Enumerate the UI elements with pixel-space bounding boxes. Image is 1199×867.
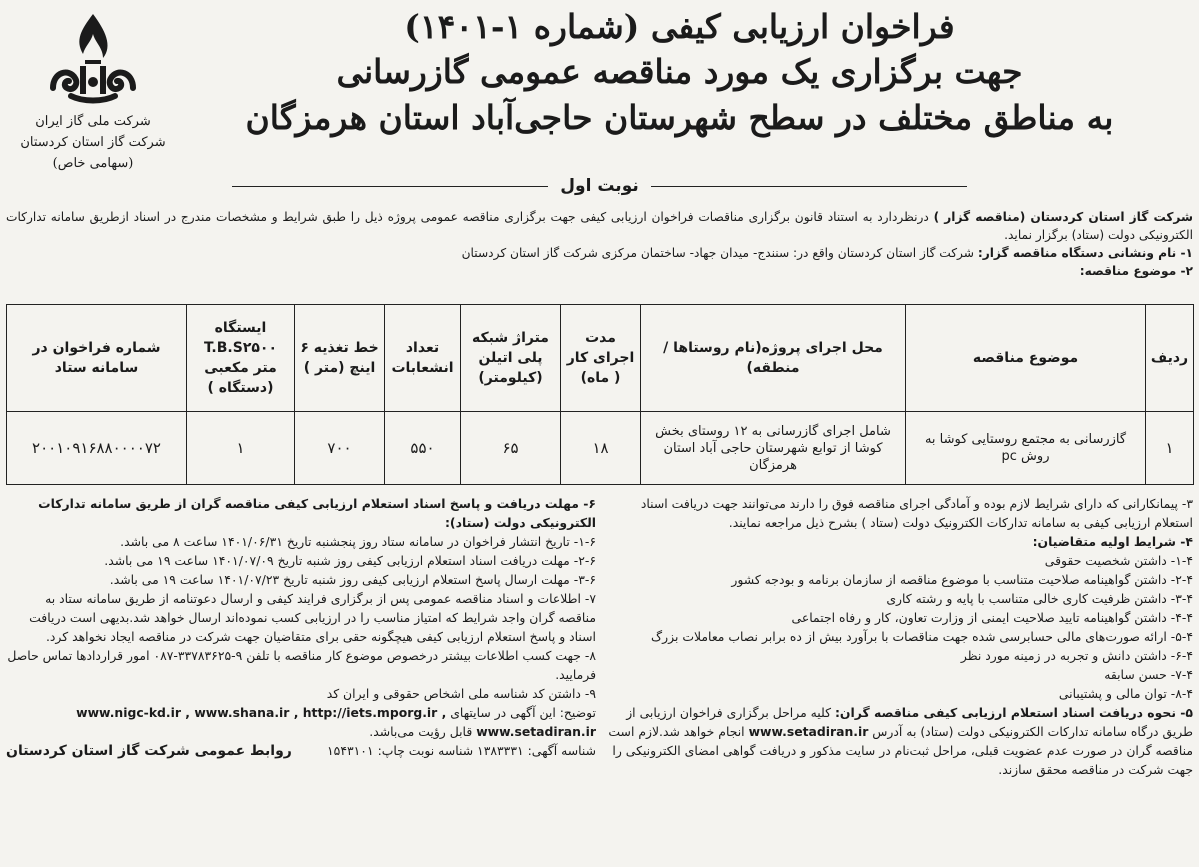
- section-5-text-1: کلیه مراحل برگزاری فراخوان ارزیابی از طریق درگاه سامانه تدارکات الکترونیکی دولت (ستاد) به آدرس: [626, 705, 1193, 739]
- section-9: ۹- داشتن کد شناسه ملی اشخاص حقوقی و ایران کد: [326, 686, 596, 701]
- section-4-item: ۷-۴- حسن سابقه: [1104, 667, 1193, 682]
- section-2-title: ۲- موضوع مناقصه:: [1079, 264, 1193, 278]
- section-1-text: شرکت گاز استان کردستان واقع در: سنندج- میدان جهاد- ساختمان مرکزی شرکت گاز استان کردستان: [461, 246, 978, 260]
- table-row: [7, 412, 1194, 485]
- table-header-row: [7, 305, 1194, 412]
- cell-tender-number: ۲۰۰۱۰۹۱۶۸۸۰۰۰۰۷۲: [7, 412, 187, 485]
- section-5: [603, 703, 1193, 779]
- intro-text: درنظردارد به استناد قانون برگزاری مناقصات فراخوان ارزیابی کیفی جهت برگزاری مناقصه عمومی پروژه ذیل را طبق شرایط و مشخصات مندرج در اسناد ازطریق سامانه تدارکات الکترونیکی دولت (ستاد) برگزار نماید.: [6, 210, 1193, 242]
- col-header-row-number: ردیف: [1146, 305, 1194, 412]
- col-header-network-length: متراژ شبکه پلی اتیلن (کیلومتر): [461, 305, 561, 412]
- cell-row-number: ۱: [1146, 412, 1194, 485]
- section-4-title: ۴- شرایط اولیه متقاضیان:: [1032, 534, 1193, 549]
- section-4-item: ۸-۴- توان مالی و پشتیبانی: [1058, 686, 1193, 701]
- section-4-item: ۵-۴- ارائه صورت‌های مالی حسابرسی شده جهت مناقصات با برآورد بیش از ده برابر نصاب معاملات بزرگ: [651, 629, 1193, 644]
- org-name-1: شرکت ملی گاز ایران: [35, 114, 151, 129]
- section-5-text-2: انجام خواهد شد.لازم است مناقصه گران در صورت عدم عضویت قبلی، مراحل ثبت‌نام در سایت مذکور و دریافت گواهی امضای الکترونیکی را جهت شرکت در مناقصه محقق سازند.: [608, 724, 1193, 777]
- intro-tenderer: شرکت گاز استان کردستان (مناقصه گزار ): [933, 210, 1193, 224]
- title-line-3: به مناطق مختلف در سطح شهرستان حاجی‌آباد استان هرمزگان: [245, 98, 1114, 137]
- intro-section: [6, 208, 1193, 280]
- cell-station: ۱: [187, 412, 295, 485]
- section-4-item: ۲-۴- داشتن گواهینامه صلاحیت متناسب با موضوع مناقصه از سازمان برنامه و بودجه کشور: [731, 572, 1193, 587]
- col-header-station: ایستگاه T.B.S۲۵۰۰ متر مکعبی (دستگاه ): [187, 305, 295, 412]
- title-line-2: جهت برگزاری یک مورد مناقصه عمومی گازرسانی: [336, 52, 1023, 91]
- round-label: [232, 174, 967, 198]
- section-4-item: ۱-۴- داشتن شخصیت حقوقی: [1044, 553, 1193, 568]
- round-text: نوبت اول: [548, 176, 650, 196]
- ad-identifier: شناسه آگهی: ۱۳۸۳۳۳۱ شناسه نوبت چاپ: ۱۵۴۳۱۰۱: [327, 743, 596, 758]
- section-1-title: ۱- نام ونشانی دستگاه مناقصه گزار:: [977, 246, 1193, 260]
- websites-links[interactable]: www.nigc-kd.ir , www.shana.ir , http://iets.mporg.ir , www.setadiran.ir: [76, 705, 596, 739]
- section-5-title: ۵- نحوه دریافت اسناد استعلام ارزیابی کیفی مناقصه گران:: [834, 705, 1193, 720]
- col-header-feed-line: خط تغذیه ۶ اینچ (متر ): [295, 305, 385, 412]
- section-6-item: ۱-۶- تاریخ انتشار فراخوان در سامانه ستاد روز پنجشنبه تاریخ ۱۴۰۱/۰۶/۳۱ ساعت ۸ می باشد.: [120, 534, 596, 549]
- ad-footer: [6, 741, 596, 761]
- section-4-item: ۴-۴- داشتن گواهینامه تایید صلاحیت ایمنی از وزارت تعاون، کار و رفاه اجتماعی: [791, 610, 1193, 625]
- org-name-2: شرکت گاز استان کردستان: [20, 135, 166, 150]
- cell-connections: ۵۵۰: [385, 412, 461, 485]
- col-header-tender-number: شماره فراخوان در سامانه ستاد: [7, 305, 187, 412]
- section-7: ۷- اطلاعات و اسناد مناقصه عمومی پس از برگزاری فرایند کیفی و ارسال دعوتنامه از طریق سامانه ستاد به مناقصه گران واجد شرایط که امتیاز مناسب را در ارزیابی کسب نموده‌اند ارسال خواهد شد.بدیهی است دریافت اسناد و پاسخ استعلام ارزیابی کیفی هیچگونه حقی برای متقاضیان جهت شرکت در مناقصه ایجاد نخواهد کرد.: [29, 591, 596, 644]
- org-name-3: (سهامی خاص): [52, 156, 134, 171]
- section-3: ۳- پیمانکارانی که دارای شرایط لازم بوده و آمادگی اجرای مناقصه فوق را دارند می‌توانند جهت دریافت اسناد استعلام ارزیابی کیفی به سامانه تدارکات الکترونیک دولت (ستاد ) بشرح ذیل مراجعه نمایند.: [640, 496, 1193, 530]
- section-4-item: ۳-۴- داشتن ظرفیت کاری خالی متناسب با پایه و رشته کاری: [886, 591, 1193, 606]
- public-relations-signature: روابط عمومی شرکت گاز استان کردستان: [6, 743, 292, 759]
- col-header-connections: تعداد انشعابات: [385, 305, 461, 412]
- title-line-1: فراخوان ارزیابی کیفی (شماره ۱-۱۴۰۱): [404, 7, 955, 46]
- header-titles: [180, 4, 1179, 141]
- cell-duration: ۱۸: [561, 412, 641, 485]
- right-column: [603, 494, 1193, 779]
- intro-paragraph: [6, 208, 1193, 244]
- section-4-item: ۶-۴- داشتن دانش و تجربه در زمینه مورد نظر: [960, 648, 1193, 663]
- cell-network-length: ۶۵: [461, 412, 561, 485]
- company-logo: [18, 10, 168, 173]
- section-6-item: ۲-۶- مهلت دریافت اسناد استعلام ارزیابی کیفی روز شنبه تاریخ ۱۴۰۱/۰۷/۰۹ ساعت ۱۹ می باشد.: [104, 553, 596, 568]
- section-1: [6, 244, 1193, 262]
- cell-location: شامل اجرای گازرسانی به ۱۲ روستای بخش کوشا از توابع شهرستان حاجی آباد استان هرمزگان: [641, 412, 906, 485]
- tender-table: [6, 304, 1194, 485]
- cell-feed-line: ۷۰۰: [295, 412, 385, 485]
- section-6-item: ۳-۶- مهلت ارسال پاسخ استعلام ارزیابی کیفی روز شنبه تاریخ ۱۴۰۱/۰۷/۲۳ ساعت ۱۹ می باشد.: [109, 572, 596, 587]
- col-header-location: محل اجرای پروژه(نام روستاها /منطقه): [641, 305, 906, 412]
- section-6-title: ۶- مهلت دریافت و پاسخ اسناد استعلام ارزیابی کیفی مناقصه گران از طریق سامانه تدارکات الکترونیکی دولت (ستاد):: [38, 496, 596, 530]
- websites-note-text: توضیح: این آگهی در سایتهای: [446, 705, 596, 720]
- col-header-subject: موضوع مناقصه: [906, 305, 1146, 412]
- websites-note-end: قابل رؤیت می‌باشد.: [369, 724, 477, 739]
- left-column: [6, 494, 596, 761]
- section-8: ۸- جهت کسب اطلاعات بیشتر درخصوص موضوع کار مناقصه با تلفن ۹-۳۳۷۸۳۶۲۵-۰۸۷ امور قراردادها تماس حاصل فرمایید.: [7, 648, 596, 682]
- cell-subject: گازرسانی به مجتمع روستایی کوشا به روش pc: [906, 412, 1146, 485]
- gas-flame-logo-icon: [33, 10, 153, 110]
- setadiran-link[interactable]: www.setadiran.ir: [748, 724, 869, 739]
- websites-note: [6, 703, 596, 741]
- col-header-duration: مدت اجرای کار ( ماه): [561, 305, 641, 412]
